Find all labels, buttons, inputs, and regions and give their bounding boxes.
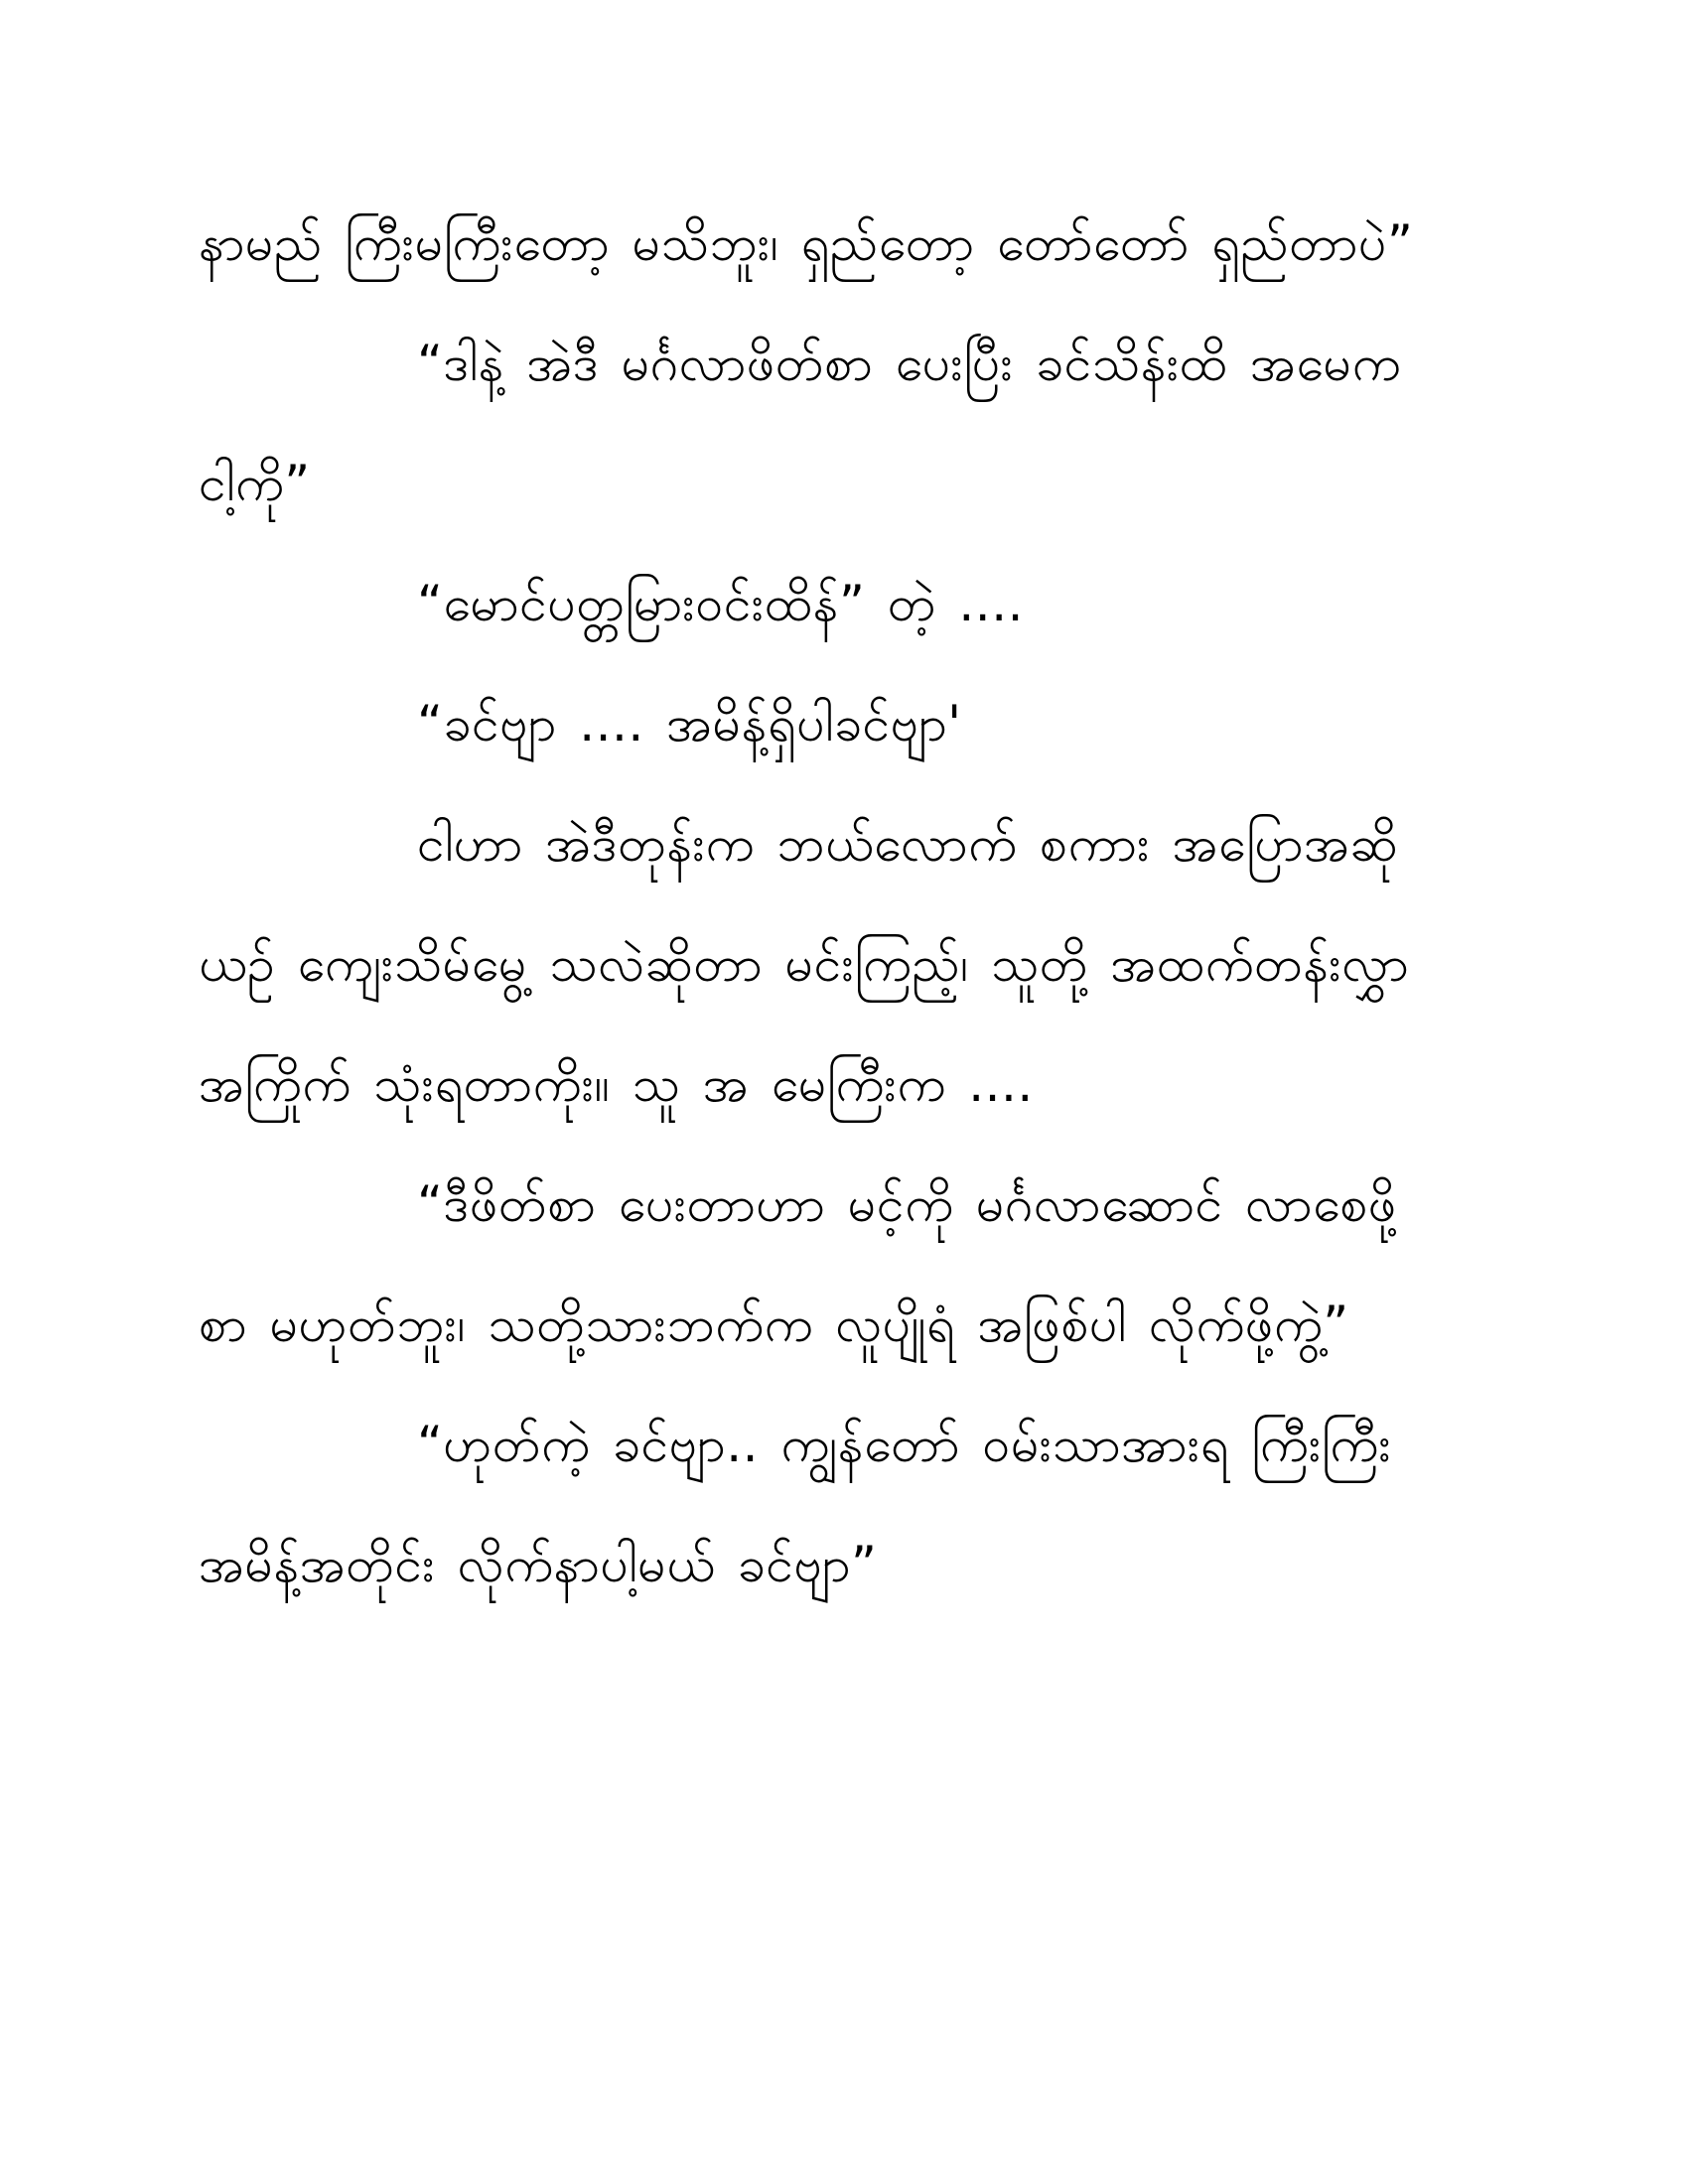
paragraph-3: “မောင်ပတ္တမြားဝင်းထိန်” တဲ့ ....	[417, 575, 1024, 632]
paragraph-4: “ခင်ဗျာ .... အမိန့်ရှိပါခင်ဗျာ'	[417, 695, 962, 752]
paragraph-5: ငါဟာ အဲဒီတုန်းက ဘယ်လောက် စကား အပြောအဆို ယဉ် ကျေးသိမ်မွေ့ သလဲဆိုတာ မင်းကြည့်၊ သူတို့ အထက်တန်းလွှာ အကြိုက် သုံးရတာကိုး။ သူ အ မေကြီးက ....	[199, 815, 1410, 1113]
paragraph-2: “ဒါနဲ့ အဲဒီ မင်္ဂလာဖိတ်စာ ပေးပြီး ခင်သိန်းထိ အမေက ငါ့ကို”	[199, 335, 1402, 512]
body-text	[199, 184, 1440, 1625]
paragraph-7: “ဟုတ်ကဲ့ ခင်ဗျာ.. ကျွန်တော် ဝမ်းသာအားရ ကြီးကြီး အမိန့်အတိုင်း လိုက်နာပါ့မယ် ခင်ဗျာ”	[199, 1416, 1392, 1593]
paragraph-6: “ဒီဖိတ်စာ ပေးတာဟာ မင့်ကို မင်္ဂလာဆောင် လာစေဖို့စာ မဟုတ်ဘူး၊ သတို့သားဘက်က လူပျိုရံ အဖြစ်ပါ လိုက်ဖို့ကွဲ့”	[199, 1175, 1397, 1353]
paragraph-1: နာမည် ကြီးမကြီးတော့ မသိဘူး၊ ရှည်တော့ တော်တော် ရှည်တာပဲ”	[199, 214, 1414, 272]
